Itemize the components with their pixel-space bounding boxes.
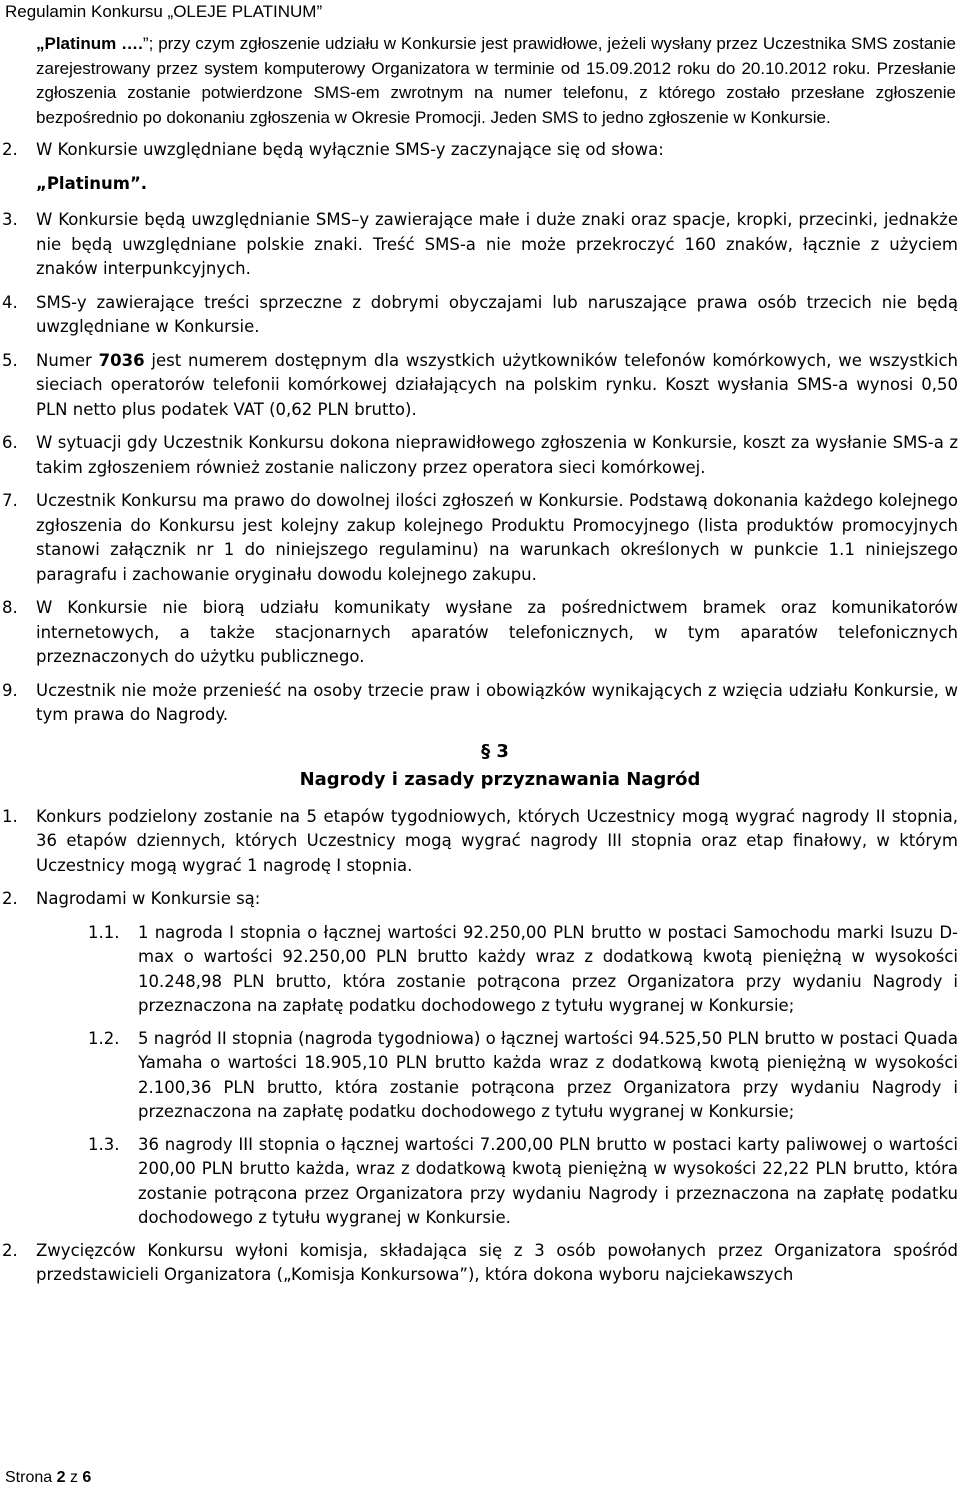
list-item <box>0 1239 958 1288</box>
list-item <box>0 291 958 340</box>
list-a <box>0 138 960 163</box>
item-text: Konkurs podzielony zostanie na 5 etapów tygodniowych, których Uczestnicy mogą wygrać nagrody II stopnia, 36 etapów dziennych, których Uczestnicy mogą wygrać nagrody III stopnia oraz etap finałowy, w którym Uczestnicy mogą wygrać 1 nagrodę I stopnia. <box>36 806 958 875</box>
list-item <box>0 349 958 423</box>
item-text: W Konkursie będą uwzględnianie SMS–y zawierające małe i duże znaki oraz spacje, kropki, przecinki, jednakże nie będą uwzględniane polskie znaki. Treść SMS-a nie może przekroczyć 160 znaków, łącznie z użyciem znaków interpunkcyjnych. <box>36 210 958 278</box>
current-page: 2 <box>56 1469 66 1486</box>
item-number: 4. <box>2 292 18 312</box>
item-number: 6. <box>2 433 18 452</box>
sms-keyword: „Platinum”. <box>36 173 148 193</box>
item-number: 2. <box>2 889 18 908</box>
item-number: 8. <box>2 598 18 617</box>
intro-keyword: „Platinum …. <box>36 34 143 53</box>
item-text: Zwycięzców Konkursu wyłoni komisja, składająca się z 3 osób powołanych przez Organizatora spośród przedstawicieli Organizatora („Komisja Konkursowa”), która dokona wyboru najciekawszych <box>36 1240 958 1284</box>
list-item <box>0 489 958 587</box>
item-text: Uczestnik Konkursu ma prawo do dowolnej ilości zgłoszeń w Konkursie. Podstawą dokonania każdego kolejnego zgłoszenia do Konkursu jest kolejny zakup kolejnego Produktu Promocyjnego (lista produktów promocyjnych stanowi załącznik nr 1 do niniejszego regulaminu) na warunkach określonych w punkcie 1.1 niniejszego paragrafu i zachowanie oryginału dowodu kolejnego zakupu. <box>36 491 958 584</box>
total-pages: 6 <box>82 1469 92 1486</box>
item-number: 5. <box>2 350 18 370</box>
item-number: 7. <box>2 491 18 510</box>
prize-list <box>0 921 960 1231</box>
item-text: W sytuacji gdy Uczestnik Konkursu dokona nieprawidłowego zgłoszenia w Konkursie, koszt za wysłanie SMS-a z takim zgłoszeniem również zostanie naliczony przez operatora sieci komórkowej. <box>36 433 958 477</box>
section-number: § 3 <box>481 740 509 762</box>
item-number: 1. <box>2 806 18 826</box>
item-number: 9. <box>2 680 18 700</box>
page-footer <box>5 1469 91 1487</box>
item-text: Nagrodami w Konkursie są: <box>36 889 261 908</box>
prize-item <box>0 1027 958 1125</box>
list-item <box>0 138 958 163</box>
footer-label: Strona <box>5 1469 53 1486</box>
prize-number: 1.2. <box>88 1028 120 1048</box>
item-text-pre: Numer <box>36 350 99 370</box>
prize-number: 1.3. <box>88 1134 120 1154</box>
prize-text: 36 nagrody III stopnia o łącznej wartości 7.200,00 PLN brutto w postaci karty paliwowej o wartości 200,00 PLN brutto każda, wraz z dodatkową kwotą pieniężną w wysokości 22,22 PLN brutto, która zostanie potrącona przez Organizatora przy wydaniu Nagrody i przeznaczona na zapłatę podatku dochodowego z tytułu wygranej w Konkursie. <box>138 1134 958 1227</box>
list-d <box>0 805 960 912</box>
list-item <box>0 596 958 670</box>
prize-text: 1 nagroda I stopnia o łącznej wartości 92.250,00 PLN brutto w postaci Samochodu marki Isuzu D-max o wartości 92.250,00 PLN brutto każdy wraz z dodatkową kwotą pieniężną w wysokości 10.248,98 PLN brutto, która zostanie potrącona przez Organizatora przy wydaniu Nagrody i przeznaczona na zapłatę podatku dochodowego z tytułu wygranej w Konkursie; <box>138 922 958 1015</box>
list-item <box>0 887 958 912</box>
item-text: Uczestnik nie może przenieść na osoby trzecie praw i obowiązków wynikających z wzięcia udziału Konkursie, w tym prawa do Nagrody. <box>36 680 958 724</box>
item-text: SMS-y zawierające treści sprzeczne z dobrymi obyczajami lub naruszające prawa osób trzecich nie będą uwzględniane w Konkursie. <box>36 292 958 336</box>
intro-paragraph <box>0 32 956 130</box>
list-c <box>0 431 960 728</box>
item-number: 2. <box>2 1240 18 1260</box>
list-item <box>0 431 958 480</box>
page-header: Regulamin Konkursu „OLEJE PLATINUM” <box>5 2 323 21</box>
prize-item <box>0 921 958 1019</box>
sms-number: 7036 <box>98 350 145 370</box>
footer-of: z <box>69 1469 78 1486</box>
item-text: W Konkursie uwzględniane będą wyłącznie SMS-y zaczynające się od słowa: <box>36 140 664 159</box>
document-body <box>0 32 960 1297</box>
list-e <box>0 1239 960 1288</box>
list-item <box>0 679 958 728</box>
item-number: 2. <box>2 140 18 159</box>
list-item <box>0 805 958 879</box>
list-b <box>0 208 960 422</box>
prize-item <box>0 1133 958 1231</box>
list-item <box>0 208 958 282</box>
item-text: W Konkursie nie biorą udziału komunikaty wysłane za pośrednictwem bramek oraz komunikatorów internetowych, a także stacjonarnych aparatów telefonicznych, w tym aparatów telefonicznych przeznaczonych do użytku publicznego. <box>36 598 958 666</box>
item-text-post: jest numerem dostępnym dla wszystkich użytkowników telefonów komórkowych, we wszystkich sieciach operatorów telefonii komórkowej działających na polskim rynku. Koszt wysłania SMS-a wynosi 0,50 PLN netto plus podatek VAT (0,62 PLN brutto). <box>36 350 958 419</box>
prize-number: 1.1. <box>88 922 120 942</box>
item-number: 3. <box>2 210 18 229</box>
intro-text: ”; przy czym zgłoszenie udziału w Konkursie jest prawidłowe, jeżeli wysłany przez Uczestnika SMS zostanie zarejestrowany przez system komputerowy Organizatora w terminie od 15.09.2012 roku do 20.10.2012 roku. Przesłanie zgłoszenia zostanie potwierdzone SMS-em zwrotnym na numer telefonu, z którego zostało przesłane zgłoszenie bezpośrednio po dokonaniu zgłoszenia w Okresie Promocji. Jeden SMS to jedno zgłoszenie w Konkursie. <box>36 34 956 127</box>
section-title: Nagrody i zasady przyznawania Nagród <box>299 769 701 790</box>
prize-text: 5 nagród II stopnia (nagroda tygodniowa) o łącznej wartości 94.525,50 PLN brutto w postaci Quada Yamaha o wartości 18.905,10 PLN brutto każda wraz z dodatkową kwotą pieniężną w wysokości 2.100,36 PLN brutto, która zostanie potrącona przez Organizatora przy wydaniu Nagrody i przeznaczona na zapłatę podatku dochodowego z tytułu wygranej w Konkursie; <box>138 1028 958 1121</box>
